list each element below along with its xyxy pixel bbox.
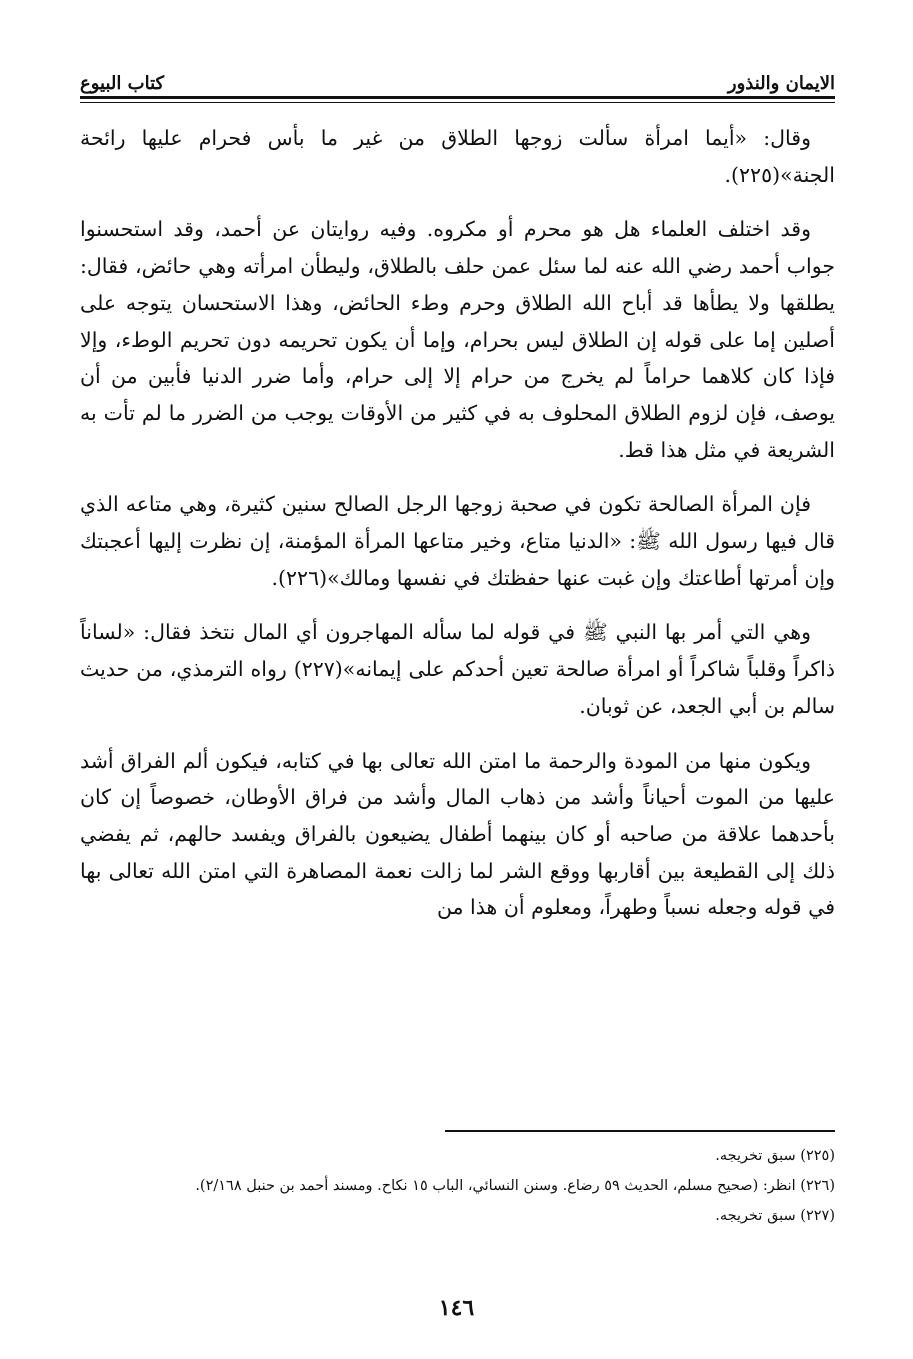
header-rule-thin bbox=[80, 102, 835, 103]
header-right-title: الايمان والنذور bbox=[727, 73, 835, 94]
paragraph-4: وهي التي أمر بها النبي ﷺ في قوله لما سأله المهاجرون أي المال نتخذ فقال: «لساناً ذاكراً وقلباً شاكراً أو امرأة صالحة تعين أحدكم على إيمانه»(٢٢٧) رواه الترمذي، من حديث سالم بن أبي الجعد، عن ثوبان. bbox=[80, 620, 835, 718]
paragraph-5: ويكون منها من المودة والرحمة ما امتن الله تعالى بها في كتابه، فيكون ألم الفراق أشد عليها من الموت أحياناً وأشد من ذهاب المال وأشد من فراق الأوطان، خصوصاً إن كان بأحدهما علاقة من صاحبه أو كان بينهما أطفال يضيعون بالفراق ويفسد حالهم، ثم يفضي ذلك إلى القطيعة بين أقاربها ووقع الشر لما زالت نعمة المصاهرة التي امتن الله تعالى بها في قوله وجعله نسباً وطهراً، ومعلوم أن هذا من bbox=[80, 748, 835, 920]
header-left-title: كتاب البيوع bbox=[80, 73, 165, 94]
footnote-separator bbox=[445, 1130, 835, 1132]
main-text bbox=[80, 120, 835, 944]
running-header bbox=[80, 60, 835, 94]
footnote-226: (٢٢٦) انظر: (صحيح مسلم، الحديث ٥٩ رضاع. وسنن النسائي، الباب ١٥ نكاح. ومسند أحمد بن حنبل ٢/١٦٨). bbox=[195, 1178, 835, 1194]
paragraph-3: فإن المرأة الصالحة تكون في صحبة زوجها الرجل الصالح سنين كثيرة، وهي متاعه الذي قال فيها رسول الله ﷺ: «الدنيا متاع، وخير متاعها المرأة المؤمنة، إن نظرت إليها أعجبتك وإن أمرتها أطاعتك وإن غبت عنها حفظتك في نفسها ومالك»(٢٢٦). bbox=[80, 492, 835, 590]
footnote-225: (٢٢٥) سبق تخريجه. bbox=[715, 1148, 835, 1164]
header-rule-thick bbox=[80, 96, 835, 99]
footnotes bbox=[80, 1140, 835, 1232]
footnote-227: (٢٢٧) سبق تخريجه. bbox=[715, 1208, 835, 1224]
paragraph-2: وقد اختلف العلماء هل هو محرم أو مكروه. وفيه روايتان عن أحمد، وقد استحسنوا جواب أحمد رضي الله عنه لما سئل عمن حلف بالطلاق، وليطأن امرأته وهي حائض، فقال: يطلقها ولا يطأها قد أباح الله الطلاق وحرم وطء الحائض، وهذا الاستحسان يتوجه على أصلين إما على قوله إن الطلاق ليس بحرام، وإما أن يكون تحريمه دون تحريم الوطء، وإلا فإذا كان كلاهما حراماً لم يخرج من حرام إلا إلى حرام، وأما ضرر الدنيا فأبين من أن يوصف، فإن لزوم الطلاق المحلوف به في كثير من الأوقات يوجب من الضرر ما لم تأت به الشريعة في مثل هذا قط. bbox=[80, 217, 835, 462]
paragraph-1: وقال: «أيما امرأة سألت زوجها الطلاق من غير ما بأس فحرام عليها رائحة الجنة»(٢٢٥). bbox=[80, 126, 835, 187]
page-number: ١٤٦ bbox=[438, 1295, 475, 1321]
